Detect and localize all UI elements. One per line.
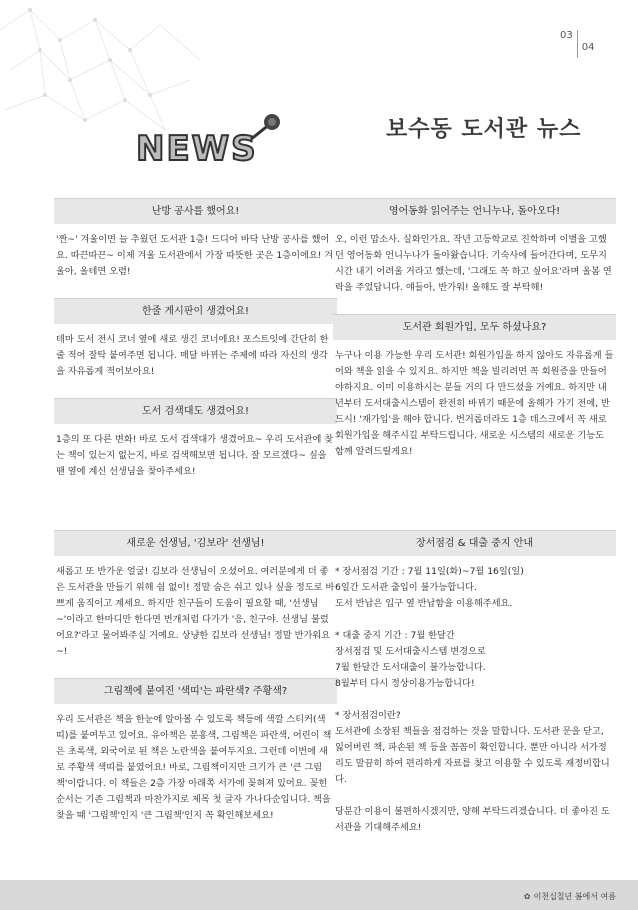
section-line: 당분간 이용이 불편하시겠지만, 양해 부탁드리겠습니다. 더 좋아진 도서관을 기대해주세요! <box>335 806 610 833</box>
section-text: 누구나 이용 가능한 우리 도서관! 회원가입을 하지 않아도 자유롭게 들어와 책을 읽을 수 있지요. 하지만 책을 빌리려면 꼭 회원증을 만들어야하지요. 이미 이용하시는 분들 거의 다 만드셨을 거예요. 하지만 내년부터 도서대출시스템이 완전히 바뀌기 때문에 올해가 가기 전에, 반드시! '재가입'을 해야 합니다. 번거롭더라도 1층 데스크에서 꼭 새로 회원가입을 해주시길 부탁드립니다. 새로운 시스템의 새로운 기능도 함께 알려드릴게요! <box>335 350 614 457</box>
section-title: 영어동화 읽어주는 언니누나, 돌아오다! <box>333 198 616 224</box>
section-title: 도서 검색대도 생겼어요! <box>54 398 337 424</box>
right-column <box>333 198 616 478</box>
section-text: 테마 도서 전시 코너 옆에 새로 생긴 코너에요! 포스트잇에 간단히 한 줄 적어 잘탁 붙여주면 됩니다. 매달 바뀌는 주제에 따라 자신의 생각을 자유롭게 적어보아요! <box>56 334 329 377</box>
section-text: 우리 도서관은 책을 한눈에 알아볼 수 있도록 책등에 색깔 스티커(색띠)를 붙여두고 있어요. 유아책은 분홍색, 그림책은 파란색, 어린이 책은 초록색, 외국어로 된 책은 노란색을 붙여두지요. 그런데 이번에 새로 주황색 색띠를 붙였어요! 바로, 그림책이지만 크기가 큰 '큰 그림책'이랍니다. 이 책들은 2층 가장 아래쪽 서가에 꽂혀져 있어요. 꽂힌 순서는 기존 그림책과 마찬가지로 제목 첫 글자 가나다순입니다. 책을 찾을 때 '그림책'인지 '큰 그림책'인지 꼭 확인해보세요! <box>56 714 332 821</box>
section-text: '짠~' 겨울이면 늘 추웠던 도서관 1층! 드디어 바닥 난방 공사를 했어요. 따끈따끈~ 이제 겨울 도서관에서 가장 따뜻한 곳은 1층이에요! 겨울아, 올테면 오렴! <box>56 234 334 277</box>
section-line: 장서점검 및 도서대출시스템 변경으로 <box>335 646 486 657</box>
section-text: 오, 이런 맙소사. 실화인가요. 작년 고등학교로 진학하며 이별을 고했던 영어동화 언니누나가 돌아왔습니다. 기숙사에 들어간다며, 도무지 시간 내기 어려울 거라고 했는데, '그래도 꼭 하고 싶어요'라며 올봄 연락을 주었답니다. 얘들아, 반가워! 올해도 잘 부탁해! <box>335 234 612 293</box>
footer <box>524 891 616 902</box>
footer-text: 이천십칠년 봄에서 여름 <box>533 892 616 901</box>
section-title: 도서관 회원가입, 모두 하셨나요? <box>333 314 616 340</box>
news-logo-text: NEWS <box>136 129 258 169</box>
page-numbers <box>560 30 594 58</box>
section-line: 7월 한달간 도서대출이 불가능합니다. <box>335 662 486 673</box>
section-title: 그림책에 붙여진 '색띠'는 파란색? 주황색? <box>54 678 337 704</box>
section-line: 도서관에 소장된 책들을 점검하는 것을 말합니다. 도서관 문을 닫고, 잃어버린 책, 파손된 책 등을 꼼꼼이 확인합니다. 뿐만 아니라 서가정리도 말끔히 하여 편리하게 자료를 찾고 이용할 수 있도록 재정비합니다. <box>335 726 610 785</box>
left-column-lower <box>54 530 337 842</box>
section-line: * 장서점검이란? <box>335 710 401 721</box>
notice-body <box>333 564 616 836</box>
section-title: 새로운 선생님, '김보라' 선생님! <box>54 530 337 556</box>
page-number-next: 04 <box>581 42 595 53</box>
section-line: 8월부터 다시 정상이용가능합니다! <box>335 678 475 689</box>
section-line: * 대출 중지 기간 : 7월 한달간 <box>335 630 455 641</box>
section-text: 새롭고 또 반가운 얼굴! 김보라 선생님이 오셨어요. 여러분에게 더 좋은 도서관을 만들기 위해 쉼 없이! 정말 숨은 쉬고 있나 싶을 정도로 바쁘게 움직이고 계세요. 하지만 친구들이 도움이 필요할 때, '선생님~'이라고 한마디만 한다면 번개처럼 다가가 '응, 친구야. 선생님 불렀어요?'라고 물어봐주실 거예요. 상냥한 김보라 선생님! 정말 반가워요~! <box>56 566 335 657</box>
page-title: 보수동 도서관 뉴스 <box>386 117 582 142</box>
section-title: 난방 공사를 했어요! <box>54 198 337 224</box>
section-text: 1층의 또 다른 변화! 바로 도서 검색대가 생겼어요~ 우리 도서관에 찾는 책이 있는지 없는지, 바로 검색해보면 됩니다. 잘 모르겠다~ 싶을 땐 옆에 계신 선생님을 찾아주세요! <box>56 434 334 477</box>
flower-icon: ✿ <box>523 892 531 901</box>
page-number-current: 03 <box>560 30 573 41</box>
right-column-lower <box>333 530 616 854</box>
section-line: 도서 반납은 입구 옆 반납함을 이용해주세요. <box>335 598 513 609</box>
left-column <box>54 198 337 498</box>
section-title: 장서점검 & 대출 중지 안내 <box>333 530 616 556</box>
news-logo <box>132 110 292 170</box>
section-line: * 장서점검 기간 : 7월 11일(화)~7월 16일(일) <box>335 566 524 577</box>
section-title: 한줄 게시판이 생겼어요! <box>54 298 337 324</box>
section-line: 6일간 도서관 출입이 불가능합니다. <box>335 582 477 593</box>
